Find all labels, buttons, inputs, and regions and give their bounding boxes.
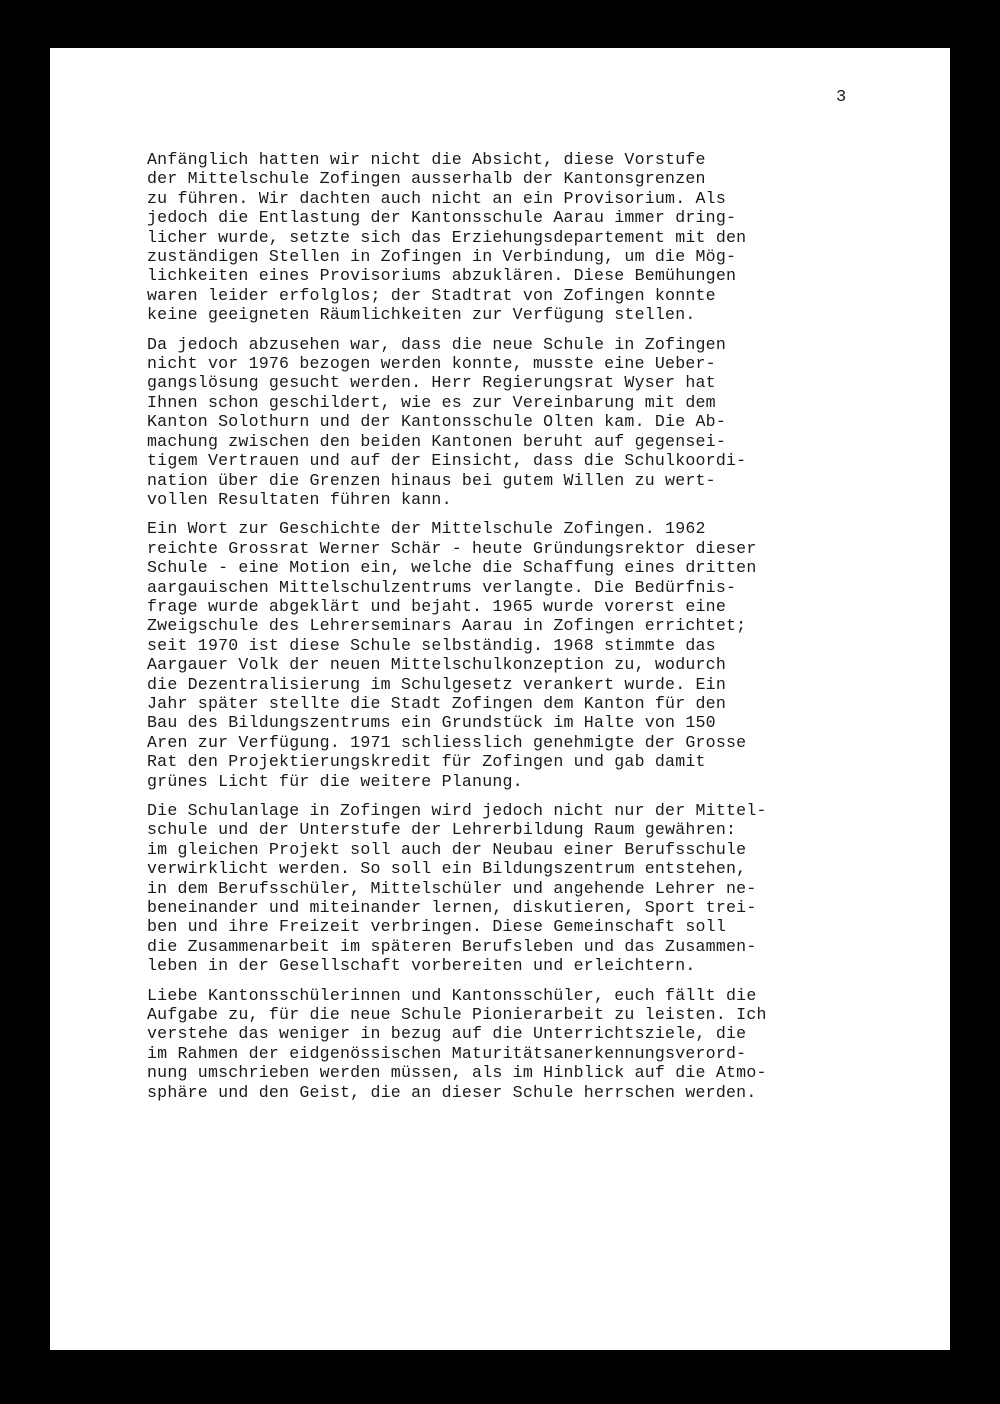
text-line: reichte Grossrat Werner Schär - heute Gründungsrektor dieser	[147, 538, 757, 558]
text-line: Liebe Kantonsschülerinnen und Kantonsschüler, euch fällt die	[147, 985, 757, 1005]
text-line: vollen Resultaten führen kann.	[147, 489, 452, 509]
text-line: nung umschrieben werden müssen, als im Hinblick auf die Atmo-	[147, 1063, 767, 1083]
text-line: licher wurde, setzte sich das Erziehungsdepartement mit den	[147, 227, 747, 247]
text-line: Zweigschule des Lehrerseminars Aarau in Zofingen errichtet;	[147, 616, 747, 636]
text-line: Ein Wort zur Geschichte der Mittelschule Zofingen. 1962	[147, 519, 706, 539]
text-line: Aufgabe zu, für die neue Schule Pionierarbeit zu leisten. Ich	[147, 1005, 767, 1025]
text-line: nicht vor 1976 bezogen werden konnte, musste eine Ueber-	[147, 354, 716, 374]
text-line: schule und der Unterstufe der Lehrerbildung Raum gewähren:	[147, 820, 737, 840]
text-line: tigem Vertrauen und auf der Einsicht, dass die Schulkoordi-	[147, 451, 747, 471]
text-line: die Dezentralisierung im Schulgesetz verankert wurde. Ein	[147, 674, 726, 694]
paragraph-3	[147, 519, 887, 791]
text-line: sphäre und den Geist, die an dieser Schule herrschen werden.	[147, 1082, 757, 1102]
text-line: gangslösung gesucht werden. Herr Regierungsrat Wyser hat	[147, 373, 716, 393]
text-line: Anfänglich hatten wir nicht die Absicht, diese Vorstufe	[147, 150, 706, 169]
text-line: waren leider erfolglos; der Stadtrat von Zofingen konnte	[147, 285, 716, 305]
text-line: Rat den Projektierungskredit für Zofingen und gab damit	[147, 752, 706, 772]
text-line: Die Schulanlage in Zofingen wird jedoch nicht nur der Mittel-	[147, 801, 767, 820]
text-line: machung zwischen den beiden Kantonen beruht auf gegensei-	[147, 431, 726, 451]
text-line: im Rahmen der eidgenössischen Maturitätsanerkennungsverord-	[147, 1043, 747, 1063]
text-line: frage wurde abgeklärt und bejaht. 1965 wurde vorerst eine	[147, 596, 726, 616]
text-line: beneinander und miteinander lernen, diskutieren, Sport trei-	[147, 898, 757, 918]
text-line: verwirklicht werden. So soll ein Bildungszentrum entstehen,	[147, 859, 747, 879]
text-line: verstehe das weniger in bezug auf die Unterrichtsziele, die	[147, 1024, 747, 1044]
text-line: keine geeigneten Räumlichkeiten zur Verfügung stellen.	[147, 305, 696, 325]
paragraph-1	[147, 150, 887, 325]
text-line: im gleichen Projekt soll auch der Neubau einer Berufsschule	[147, 839, 747, 859]
text-line: leben in der Gesellschaft vorbereiten und erleichtern.	[147, 956, 696, 976]
text-line: Jahr später stellte die Stadt Zofingen dem Kanton für den	[147, 693, 726, 713]
text-line: aargauischen Mittelschulzentrums verlangte. Die Bedürfnis-	[147, 577, 737, 597]
text-line: seit 1970 ist diese Schule selbständig. 1968 stimmte das	[147, 635, 716, 655]
text-line: Ihnen schon geschildert, wie es zur Vereinbarung mit dem	[147, 392, 716, 412]
text-line: Schule - eine Motion ein, welche die Schaffung eines dritten	[147, 558, 757, 578]
paragraph-5	[147, 986, 887, 1102]
text-line: ben und ihre Freizeit verbringen. Diese Gemeinschaft soll	[147, 917, 726, 937]
text-line: nation über die Grenzen hinaus bei gutem Willen zu wert-	[147, 470, 716, 490]
text-line: lichkeiten eines Provisoriums abzuklären. Diese Bemühungen	[147, 266, 737, 286]
document-body	[147, 150, 887, 1112]
page-number: 3	[836, 88, 847, 107]
paragraph-2	[147, 335, 887, 510]
text-line: Aren zur Verfügung. 1971 schliesslich genehmigte der Grosse	[147, 732, 747, 752]
text-line: Kanton Solothurn und der Kantonsschule Olten kam. Die Ab-	[147, 412, 726, 432]
paragraph-4	[147, 801, 887, 976]
text-line: grünes Licht für die weitere Planung.	[147, 771, 523, 791]
text-line: der Mittelschule Zofingen ausserhalb der Kantonsgrenzen	[147, 169, 706, 189]
text-line: Da jedoch abzusehen war, dass die neue Schule in Zofingen	[147, 334, 726, 354]
text-line: die Zusammenarbeit im späteren Berufsleben und das Zusammen-	[147, 936, 757, 956]
text-line: zu führen. Wir dachten auch nicht an ein Provisorium. Als	[147, 188, 726, 208]
text-line: in dem Berufsschüler, Mittelschüler und angehende Lehrer ne-	[147, 878, 757, 898]
text-line: jedoch die Entlastung der Kantonsschule Aarau immer dring-	[147, 208, 737, 228]
text-line: zuständigen Stellen in Zofingen in Verbindung, um die Mög-	[147, 247, 737, 267]
text-line: Bau des Bildungszentrums ein Grundstück im Halte von 150	[147, 713, 716, 733]
text-line: Aargauer Volk der neuen Mittelschulkonzeption zu, wodurch	[147, 655, 726, 675]
